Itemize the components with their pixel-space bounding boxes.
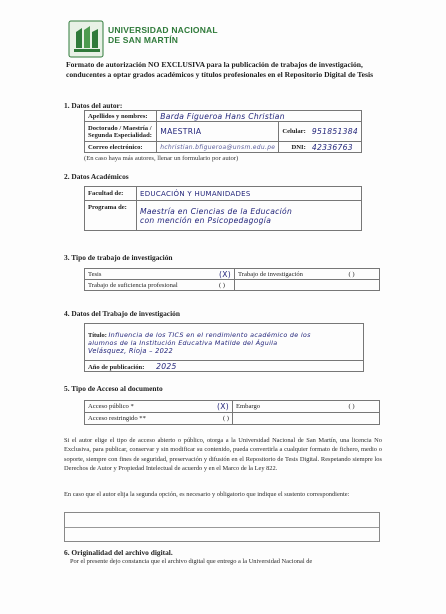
embargo-checkbox[interactable] xyxy=(346,401,380,413)
trabajo-checkbox[interactable] xyxy=(346,269,380,280)
tesis-label: Tesis xyxy=(85,269,175,280)
author-note: (En caso haya más autores, llenar un formulario por autor) xyxy=(84,155,239,162)
facultad-label: Facultad de: xyxy=(85,187,137,201)
university-line-1: UNIVERSIDAD NACIONAL xyxy=(108,25,218,35)
grado-label-line-2: Segunda Especialidad: xyxy=(88,131,152,139)
facultad-value: EDUCACIÓN Y HUMANIDADES xyxy=(140,189,251,198)
publico-mark: (X) xyxy=(216,402,229,411)
grado-label xyxy=(85,122,157,142)
access-type-table xyxy=(84,400,380,425)
restringido-label: Acceso restringido ** xyxy=(85,413,203,425)
section-4-heading: 4. Datos del Trabajo de investigación xyxy=(64,309,180,318)
titulo-label: Título: xyxy=(88,331,107,339)
publico-checkbox[interactable] xyxy=(203,401,233,413)
facultad-field[interactable] xyxy=(137,187,362,201)
grado-field[interactable] xyxy=(157,122,279,142)
restringido-checkbox[interactable] xyxy=(203,413,233,425)
programa-line-1: Maestría en Ciencias de la Educación xyxy=(140,206,293,216)
section-5-heading: 5. Tipo de Acceso al documento xyxy=(64,384,163,393)
license-paragraph: Si el autor elige el tipo de acceso abierto o público, otorga a la Universidad Nacional de San Martín, una licencia No Exclusiva, para publicar, conservar y sin modificar su contenido, pueda convertirla a cualquier formato de fichero, medio o soporte, siempre con fines de seguridad, preservación y difusión en el Repositorio de Tesis Digital. Respetando siempre los Derechos de Autor y Propiedad Intelectual de acuerdo y en el Marco de la Ley 822. xyxy=(64,437,382,473)
programa-label: Programa de: xyxy=(85,201,137,231)
work-type-table xyxy=(84,268,380,291)
suficiencia-label: Trabajo de suficiencia profesional xyxy=(88,281,178,289)
anio-label: Año de publicación: xyxy=(88,363,145,371)
justification-divider xyxy=(65,527,379,528)
celular-field[interactable] xyxy=(309,122,362,142)
dni-field[interactable] xyxy=(309,142,362,153)
apellidos-value: Barda Figueroa Hans Christian xyxy=(160,111,285,121)
restricted-paragraph: En caso que el autor elija la segunda opción, es necesario y obligatorio que indique el sustento correspondiente: xyxy=(64,491,350,498)
empty-cell xyxy=(233,413,380,425)
programa-line-2: con mención en Psicopedagogía xyxy=(140,215,272,225)
anio-field[interactable] xyxy=(85,361,364,372)
university-line-2: DE SAN MARTÍN xyxy=(108,35,179,45)
titulo-line-3: Velásquez, Rioja – 2022 xyxy=(88,346,174,355)
programa-field[interactable] xyxy=(137,201,362,231)
correo-value: hchristian.bfigueroa@unsm.edu.pe xyxy=(160,143,276,151)
research-data-table xyxy=(84,323,364,372)
correo-field[interactable] xyxy=(157,142,279,153)
celular-value: 951851384 xyxy=(311,127,358,136)
suficiencia-row[interactable] xyxy=(85,280,235,291)
justification-field[interactable] xyxy=(64,512,380,542)
embargo-label: Embargo xyxy=(233,401,346,413)
section-6-heading: 6. Originalidad del archivo digital. xyxy=(64,548,173,557)
grado-label-line-1: Doctorado / Maestría / xyxy=(88,124,152,132)
grado-value: MAESTRIA xyxy=(160,127,202,136)
dni-value: 42336763 xyxy=(311,142,353,152)
trabajo-label: Trabajo de investigación xyxy=(235,269,346,280)
originality-paragraph: Por el presente dejo constancia que el archivo digital que entrego a la Universidad Nacional de xyxy=(70,558,313,565)
empty-cell xyxy=(235,280,380,291)
titulo-line-1: Influencia de los TICS en el rendimiento académico de los xyxy=(108,330,311,339)
university-name xyxy=(108,25,218,45)
anio-value: 2025 xyxy=(156,361,177,371)
tesis-mark: (X) xyxy=(218,269,231,279)
publico-label: Acceso público * xyxy=(85,401,203,413)
tesis-checkbox[interactable] xyxy=(175,269,235,280)
embargo-mark: ( ) xyxy=(348,403,355,410)
section-2-heading: 2. Datos Académicos xyxy=(64,172,129,181)
document-title: Formato de autorización NO EXCLUSIVA para la publicación de trabajos de investigación, conducentes a optar grados académicos y títulos profesionales en el Repositorio Digital de Tesis xyxy=(66,60,374,79)
titulo-line-2: alumnos de la Institución Educativa Matilde del Águila xyxy=(88,338,278,347)
section-1-heading: 1. Datos del autor: xyxy=(64,101,123,110)
dni-label: DNI: xyxy=(279,142,309,153)
correo-label: Correo electrónico: xyxy=(85,142,157,153)
apellidos-field[interactable] xyxy=(157,111,362,122)
apellidos-label: Apellidos y nombres: xyxy=(85,111,157,122)
suficiencia-mark: ( ) xyxy=(218,281,225,289)
author-data-table xyxy=(84,110,362,153)
restringido-mark: ( ) xyxy=(222,415,229,422)
trabajo-mark: ( ) xyxy=(348,270,355,278)
unsm-logo-icon xyxy=(68,20,104,58)
academic-data-table xyxy=(84,186,362,231)
section-3-heading: 3. Tipo de trabajo de investigación xyxy=(64,253,173,262)
celular-label: Celular: xyxy=(279,122,309,142)
titulo-field[interactable] xyxy=(85,324,364,361)
